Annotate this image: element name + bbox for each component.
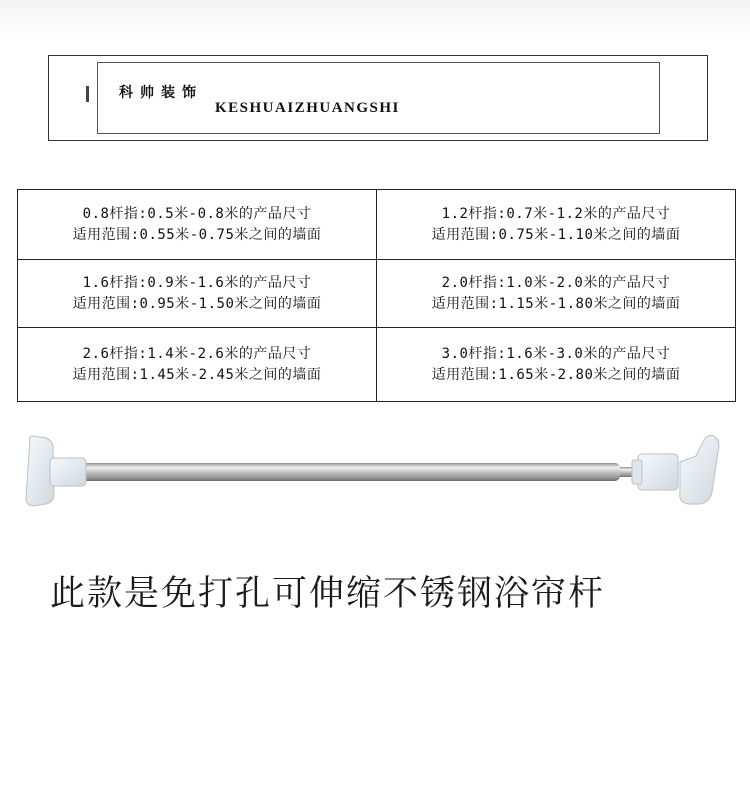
headline-text: 此款是免打孔可伸缩不锈钢浴帘杆 <box>50 574 606 614</box>
size-cell-line2: 适用范围:1.15米-1.80米之间的墙面 <box>431 295 681 312</box>
size-cell <box>18 328 377 401</box>
size-cell-line1: 1.2杆指:0.7米-1.2米的产品尺寸 <box>441 205 671 222</box>
shower-rod-image <box>20 432 730 512</box>
size-cell-line1: 0.8杆指:0.5米-0.8米的产品尺寸 <box>82 205 312 222</box>
size-cell-line2: 适用范围:0.55米-0.75米之间的墙面 <box>72 226 322 243</box>
size-cell <box>377 260 735 328</box>
size-table <box>17 189 736 402</box>
outer-tube <box>80 463 620 481</box>
top-fade <box>0 0 750 40</box>
size-cell-line2: 适用范围:0.95米-1.50米之间的墙面 <box>72 295 322 312</box>
size-cell <box>18 260 377 328</box>
left-end-cap <box>26 436 86 506</box>
size-cell-line2: 适用范围:0.75米-1.10米之间的墙面 <box>431 226 681 243</box>
brand-name-en: KESHUAIZHUANGSHI <box>215 100 400 116</box>
size-cell <box>377 328 735 401</box>
size-cell-line1: 1.6杆指:0.9米-1.6米的产品尺寸 <box>82 274 312 291</box>
brand-accent-bar <box>86 86 89 102</box>
size-cell <box>18 190 377 260</box>
right-end-cap <box>632 436 719 505</box>
size-cell <box>377 190 735 260</box>
size-cell-line1: 3.0杆指:1.6米-3.0米的产品尺寸 <box>441 345 671 362</box>
size-cell-line2: 适用范围:1.45米-2.45米之间的墙面 <box>72 366 322 383</box>
size-cell-line1: 2.0杆指:1.0米-2.0米的产品尺寸 <box>441 274 671 291</box>
size-cell-line1: 2.6杆指:1.4米-2.6米的产品尺寸 <box>82 345 312 362</box>
shower-rod-graphic <box>20 432 730 512</box>
brand-name-cn: 科帅装饰 <box>119 85 203 101</box>
size-cell-line2: 适用范围:1.65米-2.80米之间的墙面 <box>431 366 681 383</box>
brand-banner <box>48 55 708 141</box>
